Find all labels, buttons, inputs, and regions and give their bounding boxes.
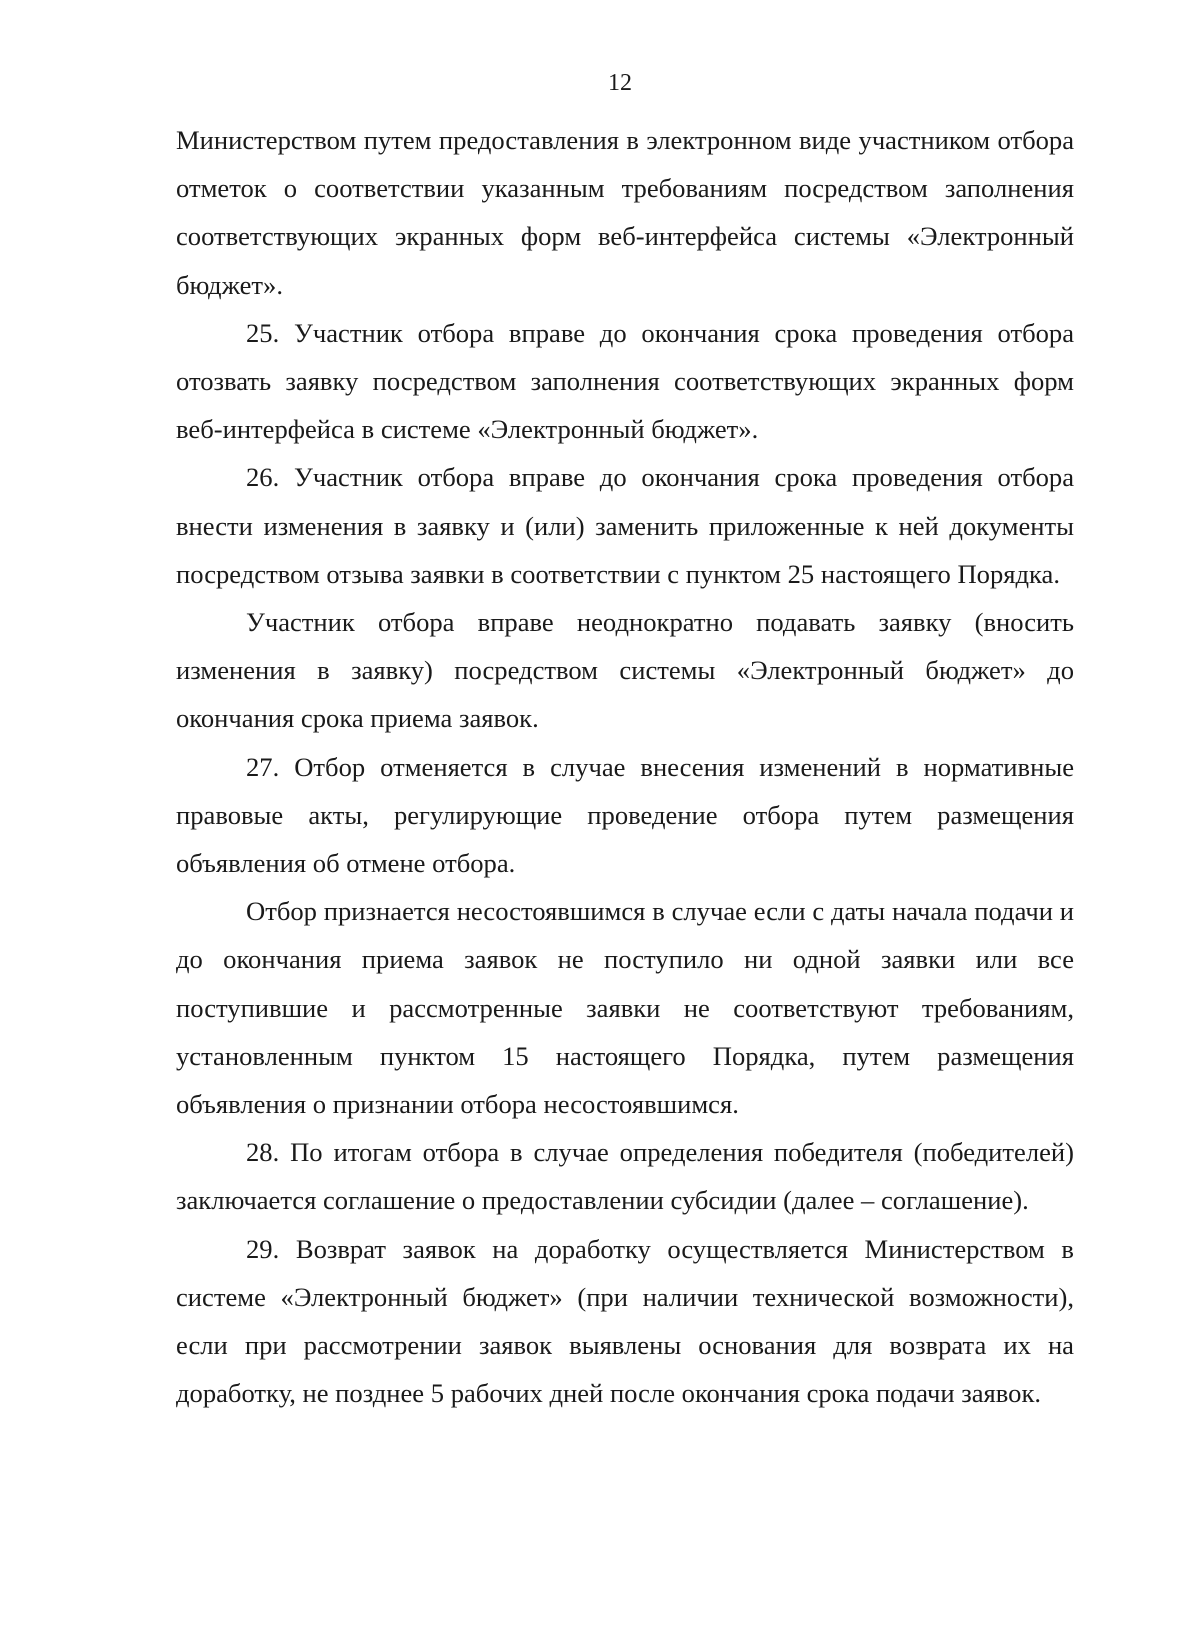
page-number: 12 — [608, 70, 632, 96]
paragraph-item-27: 27. Отбор отменяется в случае внесения изменений в нормативные правовые акты, регулирующие проведение отбора путем размещения объявления об отмене отбора. — [176, 751, 1074, 879]
paragraph-continuation: Министерством путем предоставления в электронном виде участником отбора отметок о соответствии указанным требованиям посредством заполнения соответствующих экранных форм веб-интерфейса системы «Электронный бюджет». — [176, 125, 1074, 300]
paragraph-item-26-continued: Участник отбора вправе неоднократно подавать заявку (вносить изменения в заявку) посредством системы «Электронный бюджет» до окончания срока приема заявок. — [176, 607, 1074, 734]
paragraph-item-26: 26. Участник отбора вправе до окончания срока проведения отбора внести изменения в заявку и (или) заменить приложенные к ней документы посредством отзыва заявки в соответствии с пунктом 25 настоящего Порядка. — [176, 462, 1074, 589]
document-body — [176, 116, 1074, 1417]
paragraph-item-28: 28. По итогам отбора в случае определения победителя (победителей) заключается соглашение о предоставлении субсидии (далее – соглашение). — [176, 1137, 1074, 1216]
paragraph-item-29: 29. Возврат заявок на доработку осуществляется Министерством в системе «Электронный бюджет» (при наличии технической возможности), если при рассмотрении заявок выявлены основания для возврата их на доработку, не позднее 5 рабочих дней после окончания срока подачи заявок. — [176, 1233, 1074, 1409]
paragraph-item-25: 25. Участник отбора вправе до окончания срока проведения отбора отозвать заявку посредством заполнения соответствующих экранных форм веб-интерфейса в системе «Электронный бюджет». — [176, 317, 1074, 445]
paragraph-item-27-continued: Отбор признается несостоявшимся в случае если с даты начала подачи и до окончания приема заявок не поступило ни одной заявки или все поступившие и рассмотренные заявки не соответствуют требованиям, установленным пунктом 15 настоящего Порядка, путем размещения объявления о признании отбора несостоявшимся. — [176, 896, 1074, 1120]
